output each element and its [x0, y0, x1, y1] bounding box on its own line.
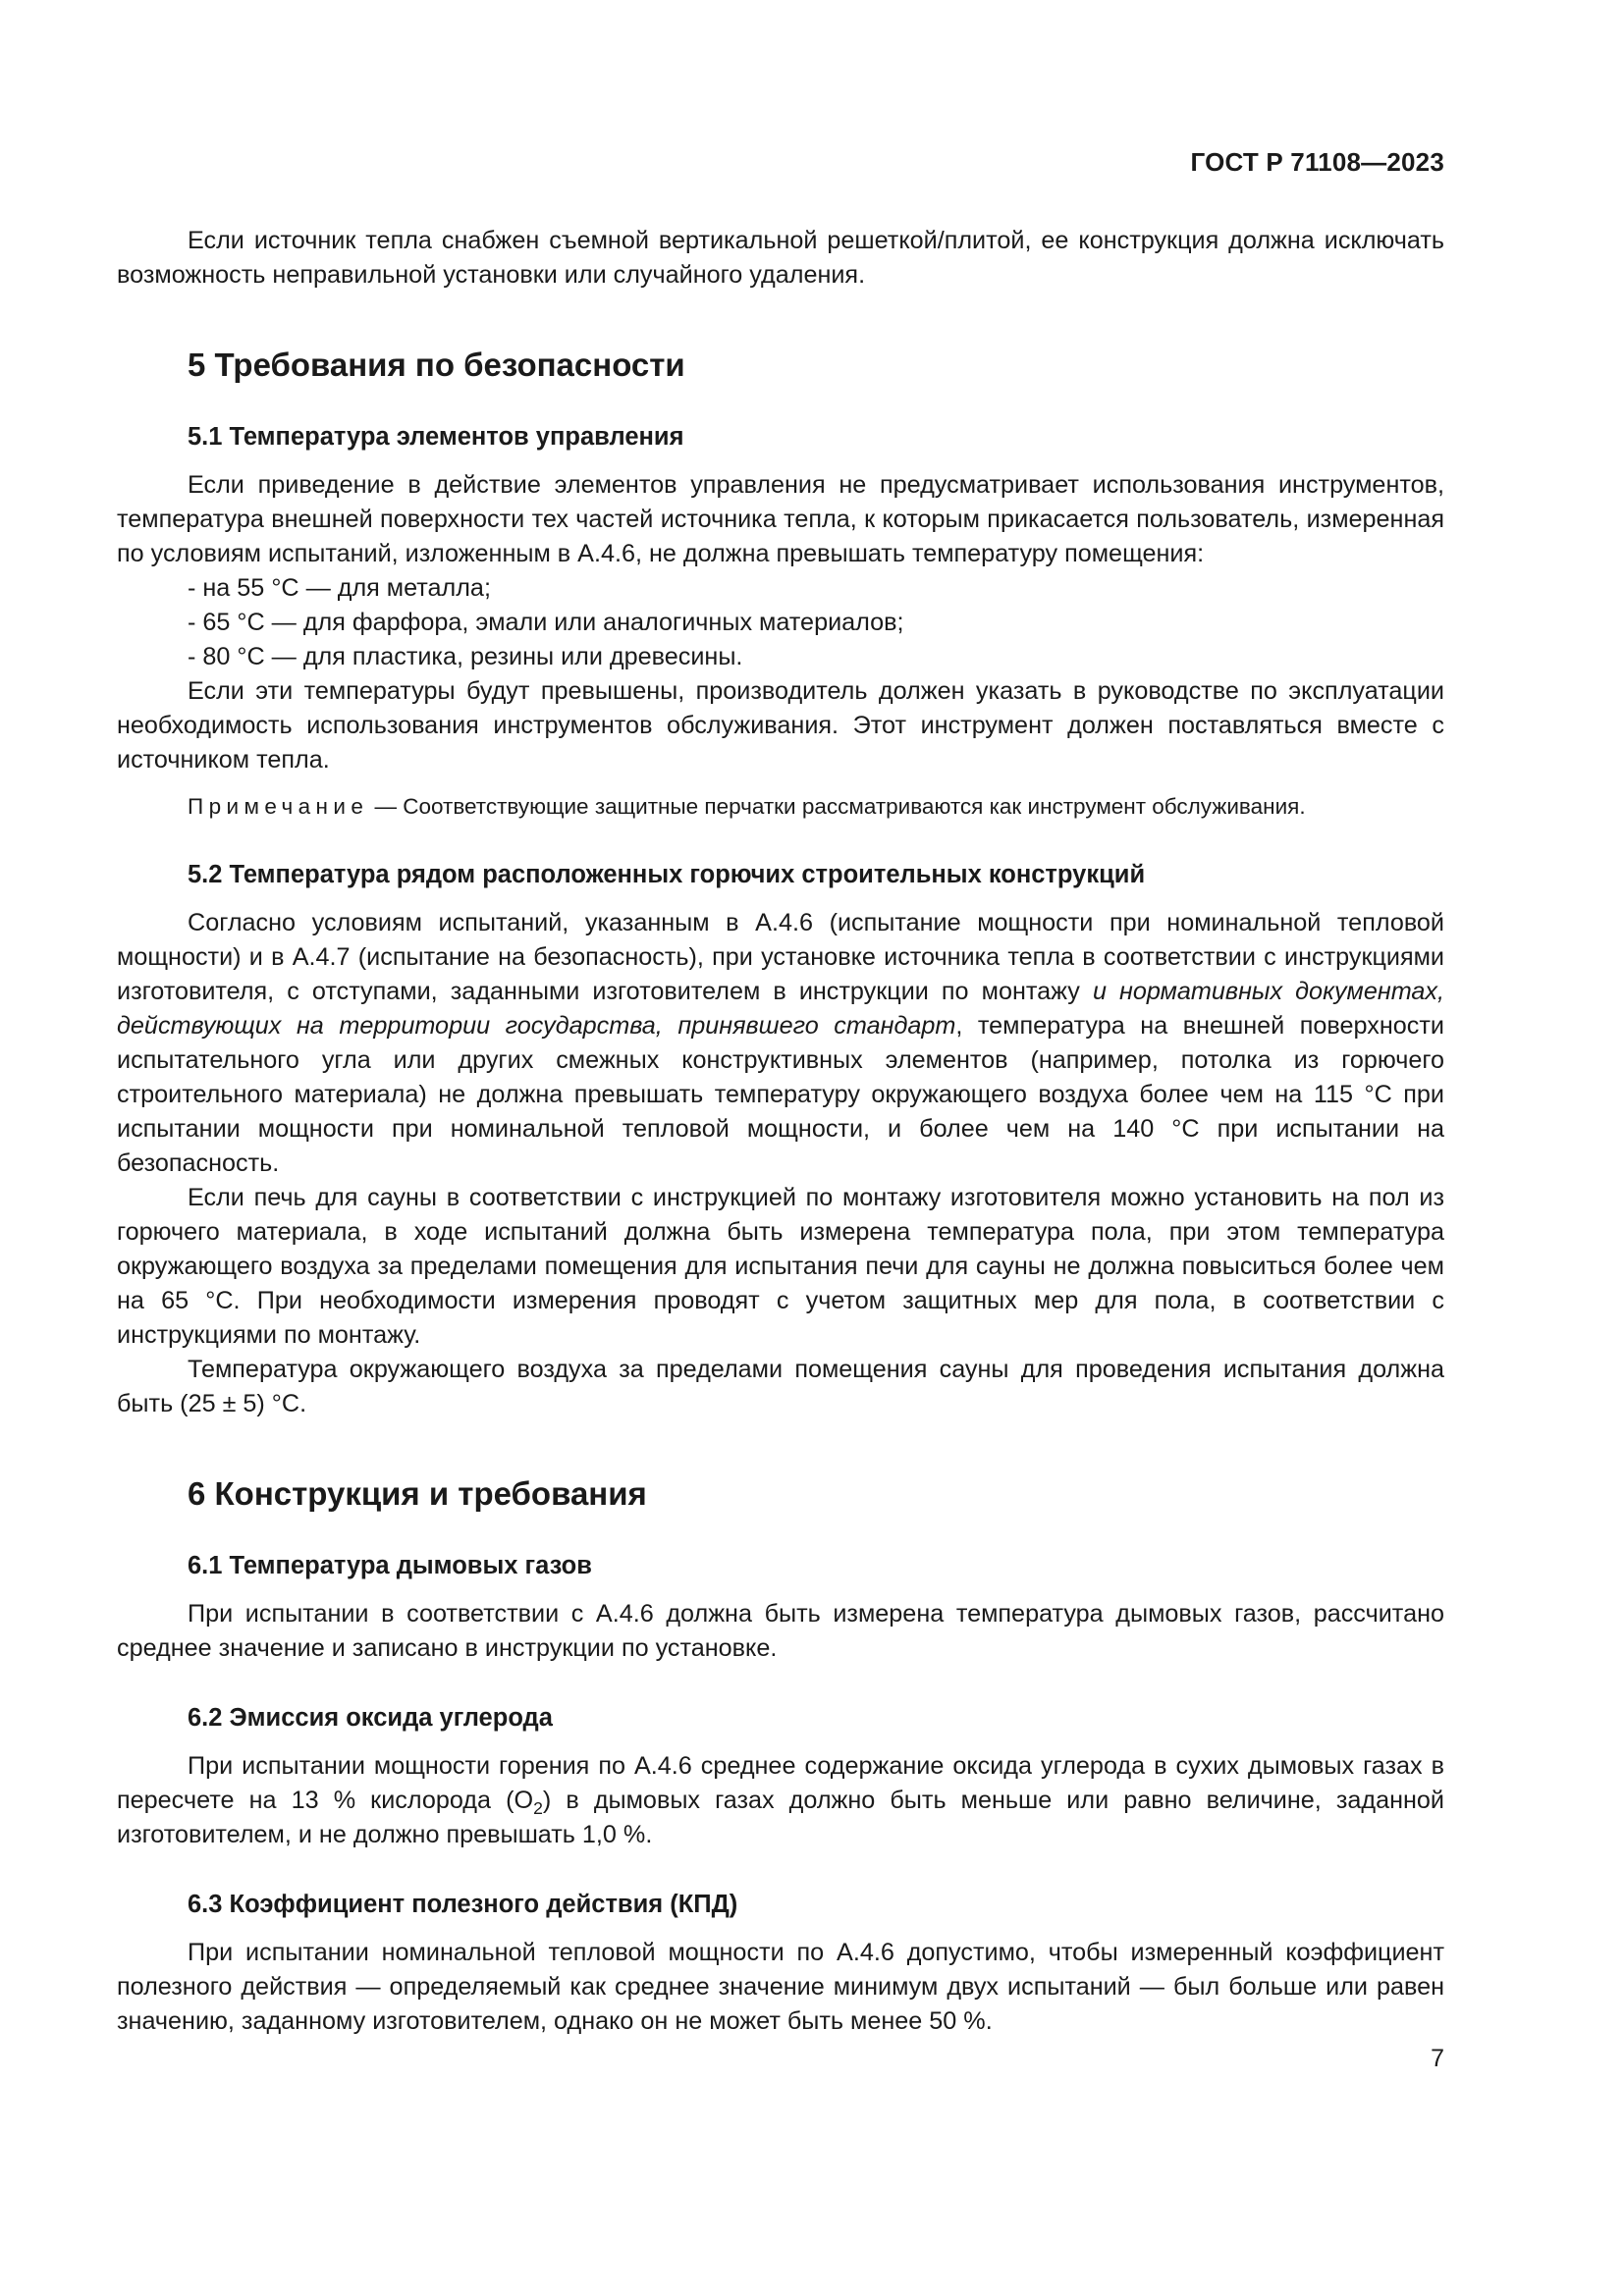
note [117, 791, 1444, 823]
section-5-2-heading: 5.2 Температура рядом расположенных горючих строительных конструкций [188, 861, 1146, 888]
section-5-2-paragraph-3: Температура окружающего воздуха за пределами помещения сауны для проведения испытания должна быть (25 ± 5) °С. [117, 1356, 1444, 1417]
section-5-2-paragraph-1-italic: и нормативных документах, действующих на территории государства, принявшего стандарт [117, 978, 1444, 1040]
section-5-heading: 5 Требования по безопасности [188, 347, 685, 383]
intro-paragraph: Если источник тепла снабжен съемной вертикальной решеткой/плитой, ее конструкция должна исключать возможность неправильной установки или случайного удаления. [117, 227, 1444, 289]
section-6-2-paragraph [117, 1749, 1444, 1852]
section-5-1-paragraph-1: Если приведение в действие элементов управления не предусматривает использования инструментов, температура внешней поверхности тех частей источника тепла, к которым прикасается пользователь, измеренная по условиям испытаний, изложенным в А.4.6, не должна превышать температуру помещения: [117, 471, 1444, 567]
section-5-2-paragraph-1-text-a: Согласно условиям испытаний, указанным в А.4.6 (испытание мощности при номинальной тепловой мощности) и в А.4.7 (испытание на безопасность), при установке источника тепла в соответствии с инструкциями изготовителя, с отступами, заданными изготовителем в инструкции по монтажу [117, 909, 1444, 1005]
section-5-2-paragraph-1 [117, 906, 1444, 1181]
note-text: — Соответствующие защитные перчатки рассматриваются как инструмент обслуживания. [368, 794, 1306, 819]
section-6-3-heading: 6.3 Коэффициент полезного действия (КПД) [188, 1891, 738, 1918]
list-item-plastic: - 80 °С — для пластика, резины или древесины. [188, 643, 743, 670]
section-6-3-paragraph: При испытании номинальной тепловой мощности по А.4.6 допустимо, чтобы измеренный коэффициент полезного действия — определяемый как среднее значение минимум двух испытаний — был больше или равен значению, заданному изготовителем, однако он не может быть менее 50 %. [117, 1939, 1444, 2035]
list-item-metal: - на 55 °С — для металла; [188, 574, 491, 602]
section-6-1-heading: 6.1 Температура дымовых газов [188, 1552, 592, 1579]
list-item-porcelain: - 65 °С — для фарфора, эмали или аналогичных материалов; [188, 609, 904, 636]
document-code: ГОСТ Р 71108—2023 [1190, 147, 1444, 177]
section-5-1-paragraph-2: Если эти температуры будут превышены, производитель должен указать в руководстве по эксплуатации необходимость использования инструментов обслуживания. Этот инструмент должен поставляться вместе с источником тепла. [117, 677, 1444, 774]
section-6-2-paragraph-text-a: При испытании мощности горения по А.4.6 среднее содержание оксида углерода в сухих дымовых газах в пересчете на 13 % кислорода (О [117, 1752, 1444, 1814]
section-5-2-paragraph-1-text-b: , температура на внешней поверхности испытательного угла или других смежных конструктивных элементов (например, потолка из горючего строительного материала) не должна превышать температуру окружающего воздуха более чем на 115 °С при испытании мощности при номинальной тепловой мощности, и более чем на 140 °С при испытании на безопасность. [117, 1012, 1444, 1177]
section-6-heading: 6 Конструкция и требования [188, 1475, 647, 1512]
section-6-2-heading: 6.2 Эмиссия оксида углерода [188, 1704, 553, 1732]
page-number: 7 [1431, 2045, 1444, 2072]
section-5-2-paragraph-2: Если печь для сауны в соответствии с инструкцией по монтажу изготовителя можно установить на пол из горючего материала, в ходе испытаний должна быть измерена температура пола, при этом температура окружающего воздуха за пределами помещения для испытания печи для сауны не должна повыситься более чем на 65 °С. При необходимости измерения проводят с учетом защитных мер для пола, в соответствии с инструкциями по монтажу. [117, 1184, 1444, 1349]
page-content [117, 224, 1444, 2039]
section-6-2-paragraph-text-b: ) в дымовых газах должно быть меньше или равно величине, заданной изготовителем, и не должно превышать 1,0 %. [117, 1787, 1444, 1848]
note-label: Примечание [188, 794, 369, 819]
oxygen-subscript: 2 [533, 1798, 543, 1819]
section-5-1-heading: 5.1 Температура элементов управления [188, 423, 684, 451]
section-6-1-paragraph: При испытании в соответствии с А.4.6 должна быть измерена температура дымовых газов, рассчитано среднее значение и записано в инструкции по установке. [117, 1600, 1444, 1662]
